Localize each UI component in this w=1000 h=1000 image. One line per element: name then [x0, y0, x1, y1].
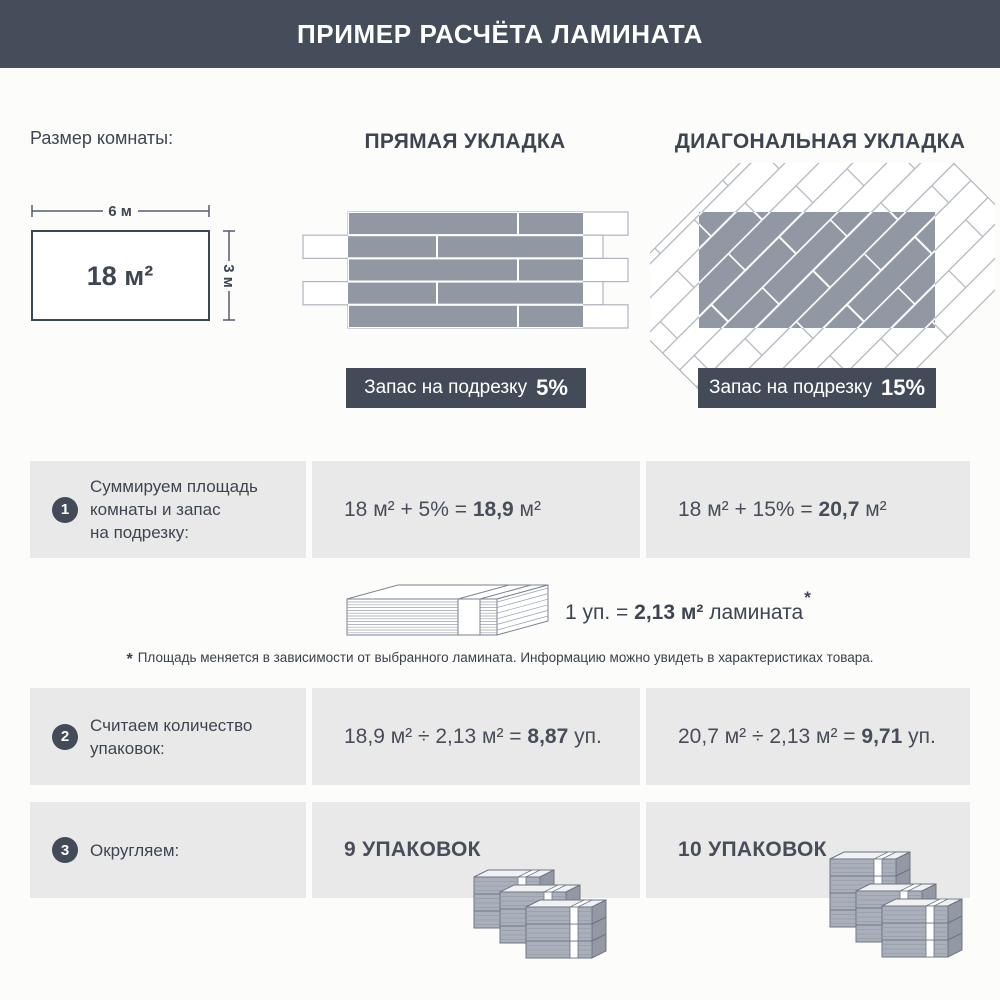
ten-packs-stack-illustration — [828, 850, 978, 959]
room-diagram — [25, 195, 255, 335]
badge-value: 5% — [536, 375, 568, 400]
asterisk-mark: * — [126, 651, 133, 668]
diagonal-trim-allowance-badge — [698, 368, 936, 408]
step2-straight-formula: 18,9 м² ÷ 2,13 м² = 8,87 уп. — [312, 688, 640, 785]
badge-label: Запас на подрезку — [364, 377, 528, 398]
planks-inside-room — [303, 212, 628, 328]
diagonal-laying-diagram — [650, 163, 995, 400]
step3-label-cell — [30, 802, 306, 898]
step2-label-cell — [30, 688, 306, 785]
step2-number-badge: 2 — [52, 724, 78, 750]
laminate-pack-illustration — [345, 582, 555, 638]
step2-diagonal-formula: 20,7 м² ÷ 2,13 м² = 9,71 уп. — [646, 688, 970, 785]
straight-trim-allowance-badge — [346, 368, 586, 408]
step1-straight-formula: 18 м² + 5% = 18,9 м² — [312, 461, 640, 558]
step1-label-cell — [30, 461, 306, 558]
pack-coverage-note: 1 уп. = 2,13 м² ламината* — [565, 587, 811, 624]
step3-label: Округляем: — [90, 840, 180, 860]
room-area-value: 18 м² — [86, 261, 154, 291]
badge-label: Запас на подрезку — [708, 377, 872, 398]
diagonal-layout-title: ДИАГОНАЛЬНАЯ УКЛАДКА — [674, 130, 966, 153]
step1-label: Суммируем площадь комнаты и запас на подрезку: — [90, 477, 258, 542]
badge-value: 15% — [880, 375, 926, 400]
step2-label: Считаем количество упаковок: — [90, 715, 253, 758]
header-bar — [0, 0, 1000, 68]
page-title: ПРИМЕР РАСЧЁТА ЛАМИНАТА — [297, 18, 703, 49]
room-size-label: Размер комнаты: — [30, 128, 174, 148]
asterisk-mark: * — [804, 587, 811, 607]
straight-packs-result: 9 УПАКОВОК — [344, 838, 481, 861]
straight-layout-title: ПРЯМАЯ УКЛАДКА — [364, 130, 566, 153]
diagonal-packs-result: 10 УПАКОВОК — [678, 838, 827, 861]
room-height-label: 3 м — [220, 264, 237, 288]
room-width-label: 6 м — [108, 203, 132, 220]
step1-number-badge: 1 — [52, 497, 78, 523]
straight-laying-diagram — [300, 205, 635, 335]
nine-packs-stack-illustration — [472, 868, 622, 960]
step3-number-badge: 3 — [52, 837, 78, 863]
step1-diagonal-formula: 18 м² + 15% = 20,7 м² — [646, 461, 970, 558]
footnote: * Площадь меняется в зависимости от выбранного ламината. Информацию можно увидеть в характеристиках товара. — [126, 650, 874, 668]
